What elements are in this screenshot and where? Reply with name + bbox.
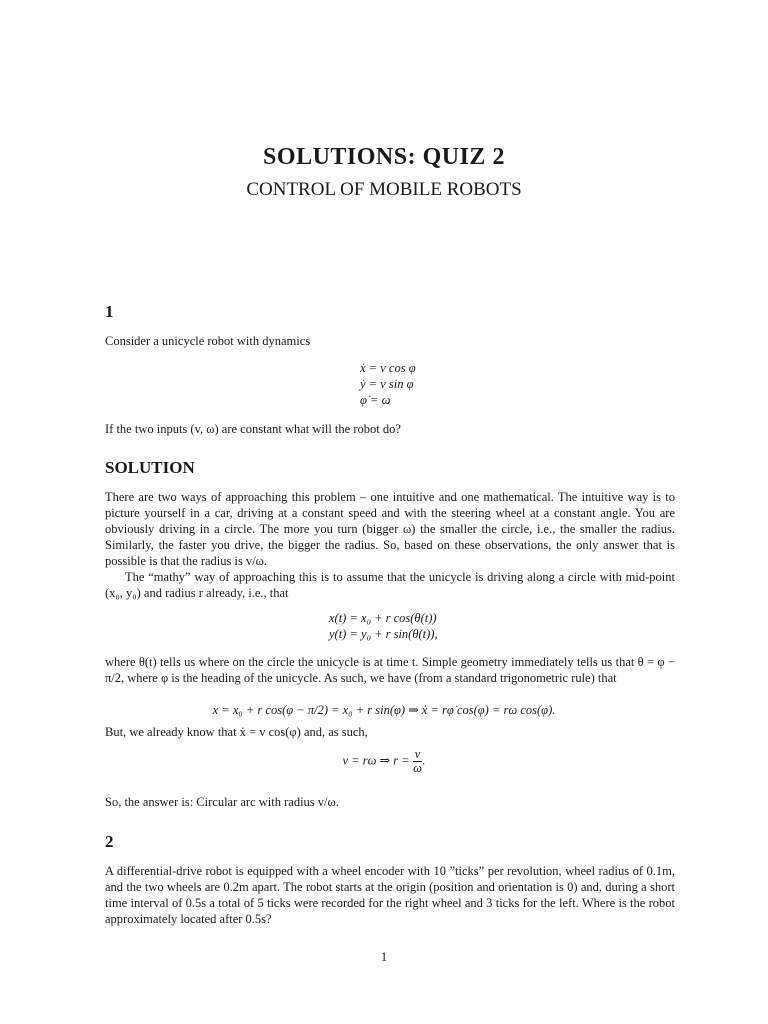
trig-equation: x = x₀ + r cos(φ − π/2) = x₀ + r sin(φ) ⇒ ẋ = rφ̇ cos(φ) = rω cos(φ). <box>212 703 556 717</box>
question-2-heading: 2 <box>105 832 114 851</box>
radius-eq-left: v = rω ⇒ r = <box>342 753 413 768</box>
question-1-prompt: If the two inputs (v, ω) are constant what will the robot do? <box>105 422 401 436</box>
radius-equation <box>0 748 768 775</box>
radius-fraction <box>413 747 426 775</box>
radius-fraction-numerator: v <box>414 747 421 761</box>
dynamics-eq-x: ẋ = v cos φ <box>360 361 416 375</box>
solution-heading: SOLUTION <box>105 458 195 477</box>
question-1-intro: Consider a unicycle robot with dynamics <box>105 334 311 348</box>
solution-paragraph-3: where θ(t) tells us where on the circle the unicycle is at time t. Simple geometry immediately tells us that θ = φ − π/2, where φ is the heading of the unicycle. As such, we have (from a standard trigonometric rule) that <box>105 655 675 685</box>
question-2-text: A differential-drive robot is equipped with a wheel encoder with 10 ”ticks” per revolution, wheel radius of 0.1m, and the two wheels are 0.2m apart. The robot starts at the origin (position and orientation is 0) and, during a short time interval of 0.5s a total of 5 ticks were recorded for the right wheel and 3 ticks for the left. Where is the robot approximately located after 0.5s? <box>105 864 675 926</box>
solution-paragraph-1: There are two ways of approaching this problem – one intuitive and one mathematical. The intuitive way is to picture yourself in a car, driving at a constant speed and with the steering wheel at a constant angle. You are obviously driving in a circle. The more you turn (bigger ω) the smaller the circle, i.e., the smaller the radius. Similarly, the faster you drive, the bigger the radius. So, based on these observations, the only answer that is possible is that the radius is v/ω. <box>105 490 675 568</box>
circle-equations <box>329 610 438 642</box>
dynamics-equations <box>360 360 416 408</box>
page-title: SOLUTIONS: QUIZ 2 <box>263 144 505 170</box>
dynamics-eq-y: ẏ = v sin φ <box>360 377 414 391</box>
solution-paragraph-4: But, we already know that ẋ = v cos(φ) and, as such, <box>105 725 368 739</box>
dynamics-eq-phi: φ̇ = ω <box>360 393 391 407</box>
radius-eq-end: . <box>422 753 426 768</box>
solution-paragraph-2: The “mathy” way of approaching this is to assume that the unicycle is driving along a circle with mid-point (x₀, y₀) and radius r already, i.e., that <box>105 570 675 600</box>
radius-fraction-denominator: ω <box>413 761 422 775</box>
circle-eq-x: x(t) = x₀ + r cos(θ(t)) <box>329 611 437 625</box>
question-1-heading: 1 <box>105 302 114 321</box>
page-subtitle: CONTROL OF MOBILE ROBOTS <box>246 179 522 200</box>
solution-answer: So, the answer is: Circular arc with radius v/ω. <box>105 795 339 809</box>
circle-eq-y: y(t) = y₀ + r sin(θ(t)), <box>329 627 438 641</box>
page-number: 1 <box>380 950 388 964</box>
